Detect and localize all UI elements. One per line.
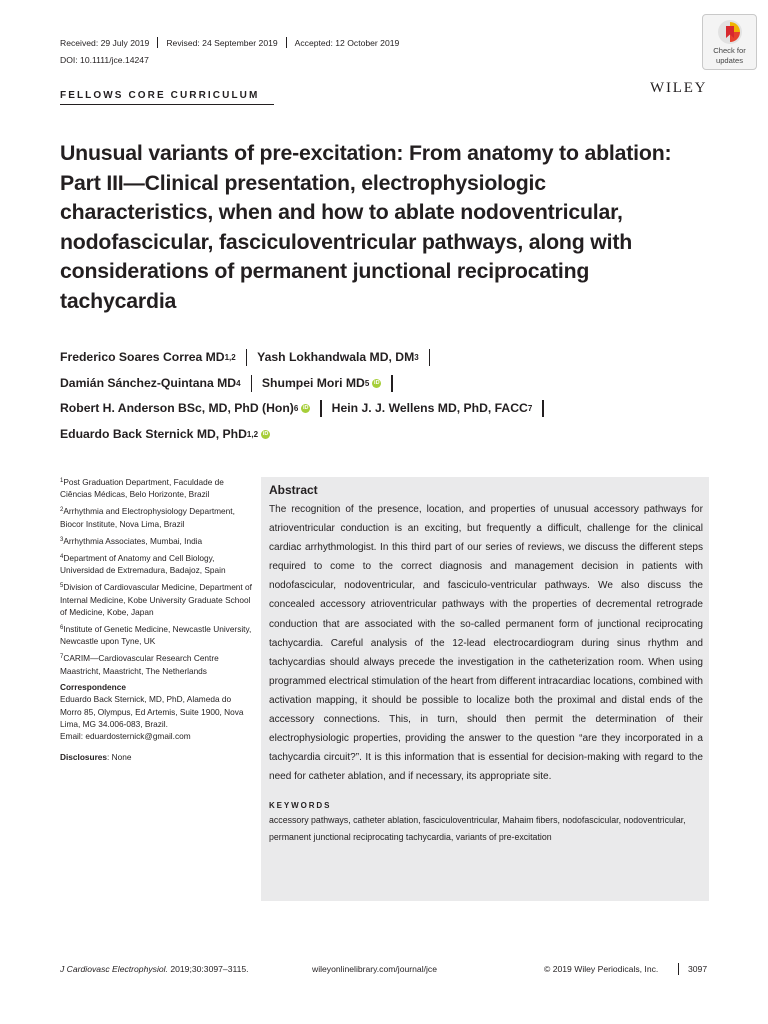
article-dates xyxy=(60,37,399,48)
keywords-list: accessory pathways, catheter ablation, fasciculoventricular, Mahaim fibers, nodofascicular, nodoventricular, permanent junctional reciprocating tachycardia, variants of pre-excitation xyxy=(269,815,686,842)
correspondence-address: Eduardo Back Sternick, MD, PhD, Alameda do Morro 85, Olympus, Ed Artemis, Suite 1900, Nova Lima, MG 34.006-083, Brazil. xyxy=(60,694,244,729)
author-name[interactable]: Robert H. Anderson BSc, MD, PhD (Hon) xyxy=(60,401,294,416)
revised-date: Revised: 24 September 2019 xyxy=(166,37,278,48)
date-separator xyxy=(157,37,158,48)
affil-number: 6 xyxy=(60,624,64,631)
affiliations xyxy=(60,475,252,768)
author-separator xyxy=(246,349,247,366)
received-date: Received: 29 July 2019 xyxy=(60,37,150,48)
bookmark-icon xyxy=(717,19,743,45)
affil-text: Department of Anatomy and Cell Biology, Universidad de Extremadura, Badajoz, Spain xyxy=(60,552,226,576)
author-line xyxy=(60,345,740,371)
abstract-heading: Abstract xyxy=(269,483,318,497)
correspondence-heading: Correspondence xyxy=(60,681,126,692)
affil-number: 1 xyxy=(60,478,64,484)
affil-text: Arrhythmia and Electrophysiology Department, Biocor Institute, Nova Lima, Brazil xyxy=(60,506,235,529)
affil-number: 2 xyxy=(60,507,64,514)
author-name[interactable]: Damián Sánchez-Quintana MD xyxy=(60,375,237,390)
abstract-box xyxy=(261,477,709,901)
disclosures xyxy=(60,751,252,763)
author-name[interactable]: Yash Lokhandwala MD, DM xyxy=(257,350,415,365)
affil-text: CARIM—Cardiovascular Research Centre Maastricht, Maastricht, The Netherlands xyxy=(60,653,219,676)
title-line: Part III—Clinical presentation, electrophysiologic xyxy=(60,170,546,195)
citation: 2019;30:3097–3115. xyxy=(167,964,249,974)
footer-separator xyxy=(678,963,679,975)
author-affil: 4 xyxy=(236,378,241,388)
author-affil: 6 xyxy=(293,404,299,414)
author-affil: 1,2 xyxy=(224,353,236,363)
section-rule xyxy=(60,104,274,105)
doi-link[interactable]: DOI: 10.1111/jce.14247 xyxy=(60,55,149,65)
affil-number: 3 xyxy=(60,536,64,543)
author-name[interactable]: Shumpei Mori MD xyxy=(261,375,365,390)
correspondence-email[interactable]: Email: eduardosternick@gmail.com xyxy=(60,731,191,742)
check-for-updates-badge[interactable] xyxy=(702,14,757,70)
author-line xyxy=(60,371,740,397)
author-affil: 3 xyxy=(414,353,419,363)
author-line xyxy=(60,396,740,422)
affil-number: 7 xyxy=(60,654,64,661)
date-separator xyxy=(286,37,287,48)
affil-text: Post Graduation Department, Faculdade de Ciências Médicas, Belo Horizonte, Brazil xyxy=(60,477,224,500)
author-separator xyxy=(251,375,252,392)
badge-line-1: Check for xyxy=(713,46,746,55)
author-affil: 7 xyxy=(527,404,533,414)
author-separator xyxy=(429,349,430,366)
journal-url[interactable]: wileyonlinelibrary.com/journal/jce xyxy=(312,964,437,974)
affil-number: 5 xyxy=(60,583,64,590)
page-number: 3097 xyxy=(688,964,708,974)
author-separator xyxy=(391,375,392,392)
title-line: nodofascicular, fasciculoventricular pathways, along with xyxy=(60,229,633,254)
author-separator xyxy=(320,400,321,417)
orcid-icon[interactable]: iD xyxy=(262,430,269,437)
affiliation xyxy=(60,651,252,677)
orcid-icon[interactable]: iD xyxy=(374,379,380,386)
author-name[interactable]: Frederico Soares Correa MD xyxy=(60,350,225,365)
disclosures-label: Disclosures xyxy=(60,752,108,763)
affiliation xyxy=(60,475,252,501)
badge-line-2: updates xyxy=(715,56,744,65)
author-separator xyxy=(542,400,543,417)
title-line: Unusual variants of pre-excitation: From anatomy to ablation: xyxy=(60,141,672,165)
abstract-text: The recognition of the presence, location, and properties of unusual accessory pathways for atrioventricular conduction is an exciting, but frequently a difficult, challenge for the clinical cardiac arrhythmologist. In this third part of our series of reviews, we discuss the different steps required to come to the correct diagnosis and management decision in patients with nodofascicular, nodoventricular, and fasciculo-ventricular pathways. We also discuss the concealed accessory atrioventricular pathways with the properties of decremental retrograde conduction that are associated with the so-called permanent form of junctional reciprocating tachycardia. Careful analysis of the 12-lead electrocardiogram during sinus rhythm and tachycardias should always precede the investigation in the catheterization room. When using programmed electrical stimulation of the heart from different intracardiac locations, combined with activation mapping, it should be possible to localize both the proximal and distal ends of the accessory connections. This, in turn, should then permit the determination of their electrophysiologic properties, providing the answer to the question “are they incorporated in a tachycardia circuit?”. It is this information that is essential for decision-making with regard to the need for catheter ablation, and if necessary, its appropriate site. xyxy=(269,504,703,783)
affiliation xyxy=(60,534,252,547)
accepted-date: Accepted: 12 October 2019 xyxy=(294,37,400,48)
copyright: © 2019 Wiley Periodicals, Inc. xyxy=(544,964,659,974)
author-affil: 5 xyxy=(364,378,370,388)
title-line: characteristics, when and how to ablate nodoventricular, xyxy=(60,200,623,225)
disclosures-value: : None xyxy=(107,752,132,763)
author-name[interactable]: Hein J. J. Wellens MD, PhD, FACC xyxy=(331,401,528,416)
affil-number: 4 xyxy=(60,553,64,560)
affiliation xyxy=(60,504,252,530)
affiliation xyxy=(60,622,252,648)
orcid-icon[interactable]: iD xyxy=(303,405,309,412)
affiliation xyxy=(60,580,252,618)
section-label: FELLOWS CORE CURRICULUM xyxy=(60,90,260,101)
author-list xyxy=(60,345,740,447)
author-line xyxy=(60,422,740,448)
affiliation xyxy=(60,551,252,577)
article-title xyxy=(60,139,720,317)
affil-text: Institute of Genetic Medicine, Newcastle University, Newcastle upon Tyne, UK xyxy=(60,623,252,647)
affil-text: Arrhythmia Associates, Mumbai, India xyxy=(63,535,203,546)
title-line: considerations of permanent junctional reciprocating xyxy=(60,259,590,284)
publisher-logo[interactable]: WILEY xyxy=(650,80,708,96)
journal-name: J Cardiovasc Electrophysiol. xyxy=(60,964,168,974)
author-name[interactable]: Eduardo Back Sternick MD, PhD xyxy=(60,426,247,441)
author-affil: 1,2 xyxy=(246,429,259,439)
title-line: tachycardia xyxy=(60,288,177,313)
affil-text: Division of Cardiovascular Medicine, Department of Internal Medicine, Kobe University Graduate School of Medicine, Kobe, Japan xyxy=(60,582,252,617)
keywords-heading: KEYWORDS xyxy=(269,801,332,811)
journal-citation xyxy=(60,964,249,974)
